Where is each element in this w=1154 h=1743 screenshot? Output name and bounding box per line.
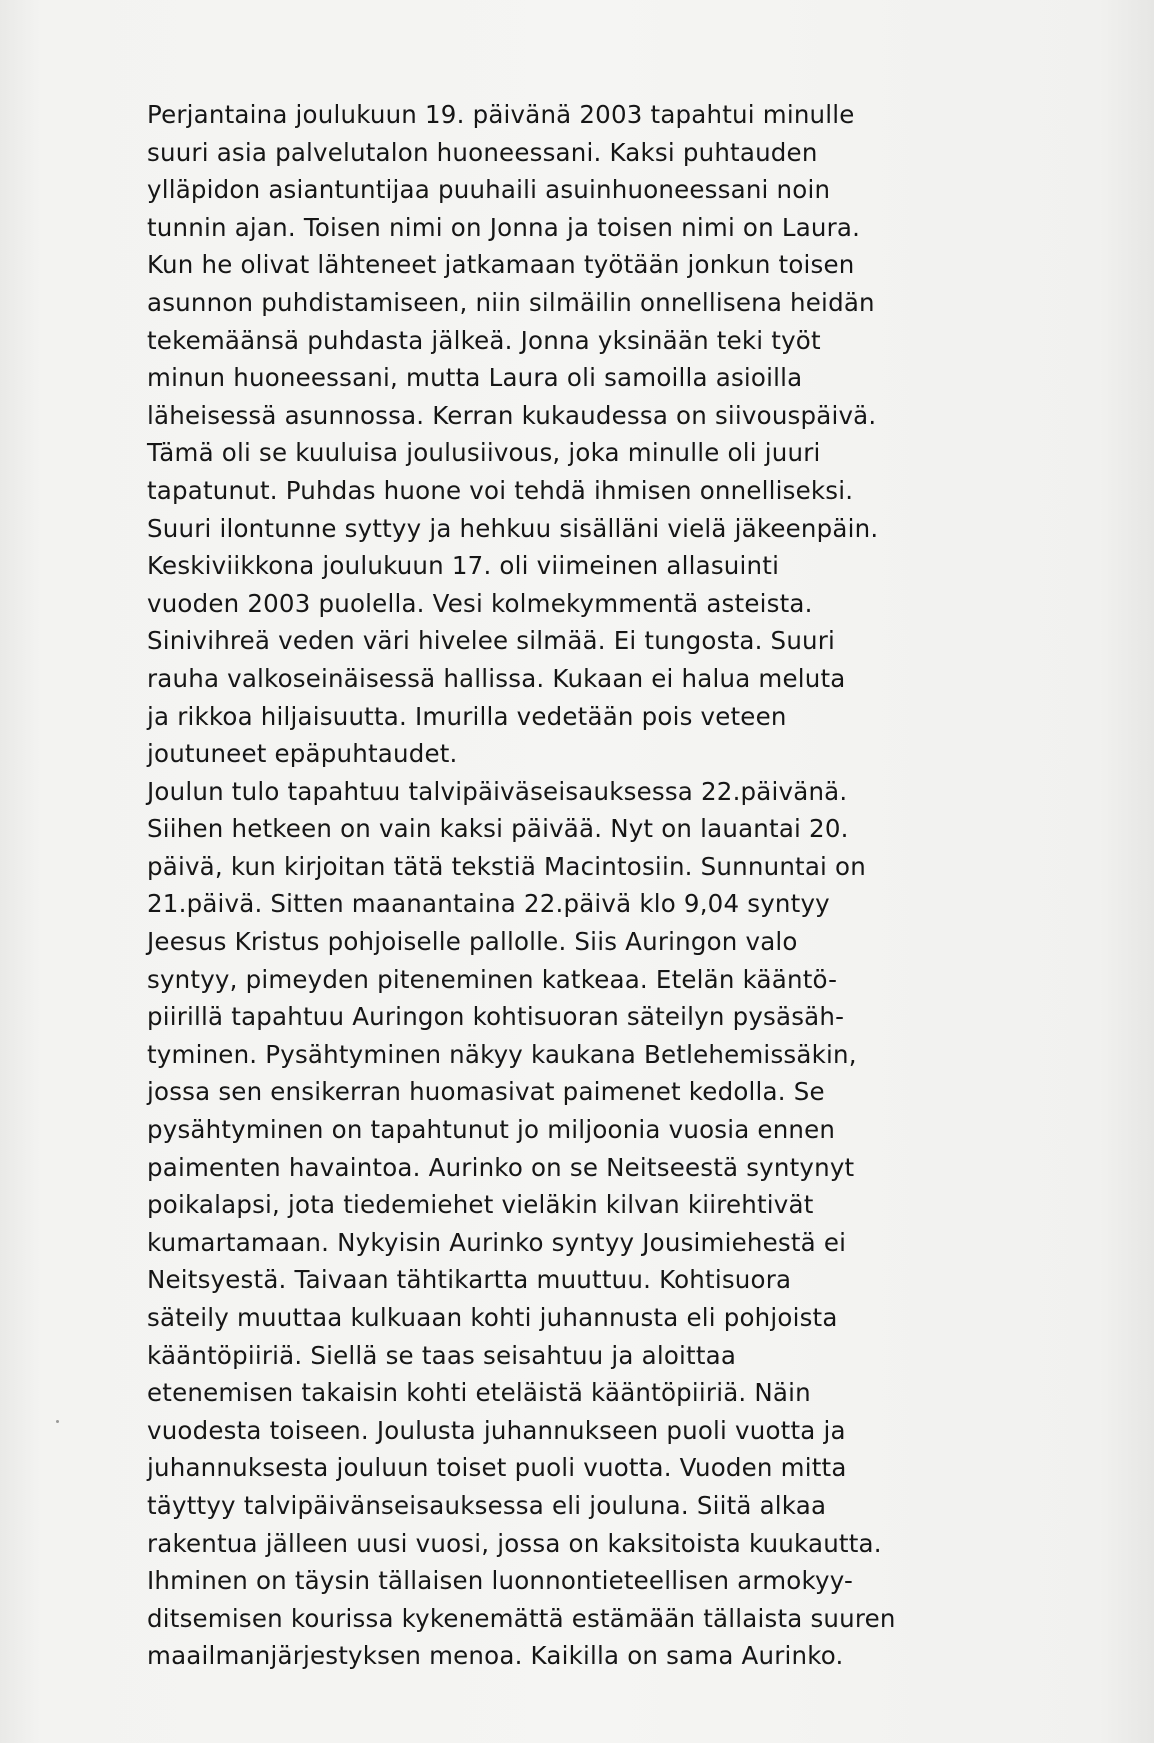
text-line: ylläpidon asiantuntijaa puuhaili asuinhuoneessani noin xyxy=(147,175,831,205)
text-line: maailmanjärjestyksen menoa. Kaikilla on sama Aurinko. xyxy=(147,1641,844,1671)
text-line: läheisessä asunnossa. Kerran kukaudessa on siivouspäivä. xyxy=(147,400,877,430)
text-line: Suuri ilontunne syttyy ja hehkuu sisälläni vielä jäkeenpäin. xyxy=(147,513,879,543)
text-line: päivä, kun kirjoitan tätä tekstiä Macintosiin. Sunnuntai on xyxy=(147,851,866,881)
text-line: jossa sen ensikerran huomasivat paimenet kedolla. Se xyxy=(147,1077,825,1107)
text-line: ditsemisen kourissa kykenemättä estämään tällaista suuren xyxy=(147,1603,896,1633)
text-line: Jeesus Kristus pohjoiselle pallolle. Siis Auringon valo xyxy=(147,927,798,957)
text-line: piirillä tapahtuu Auringon kohtisuoran säteilyn pysäsäh- xyxy=(147,1002,845,1032)
text-line: Perjantaina joulukuun 19. päivänä 2003 tapahtui minulle xyxy=(147,100,855,129)
text-line: poikalapsi, jota tiedemiehet vieläkin kilvan kiirehtivät xyxy=(147,1190,814,1220)
text-line: tekemäänsä puhdasta jälkeä. Jonna yksinään teki työt xyxy=(147,325,821,355)
text-line: säteily muuttaa kulkuaan kohti juhannusta eli pohjoista xyxy=(147,1303,838,1332)
text-line: tunnin ajan. Toisen nimi on Jonna ja toisen nimi on Laura. xyxy=(147,212,861,242)
text-line: joutuneet epäpuhtaudet. xyxy=(147,739,458,769)
text-line: pysähtyminen on tapahtunut jo miljoonia vuosia ennen xyxy=(147,1115,836,1145)
text-line: kumartamaan. Nykyisin Aurinko syntyy Jousimiehestä ei xyxy=(147,1227,847,1257)
text-line: 21.päivä. Sitten maanantaina 22.päivä klo 9,04 syntyy xyxy=(147,889,830,919)
text-line: Neitsyestä. Taivaan tähtikartta muuttuu. Kohtisuora xyxy=(147,1265,792,1295)
text-line: tyminen. Pysähtyminen näkyy kaukana Betlehemissäkin, xyxy=(147,1039,857,1069)
text-line: asunnon puhdistamiseen, niin silmäilin onnellisena heidän xyxy=(147,287,875,317)
text-line: vuoden 2003 puolella. Vesi kolmekymmentä asteista. xyxy=(147,588,813,618)
text-line: rakentua jälleen uusi vuosi, jossa on kaksitoista kuukautta. xyxy=(147,1528,882,1558)
text-line: Joulun tulo tapahtuu talvipäiväseisauksessa 22.päivänä. xyxy=(147,776,848,806)
text-line: suuri asia palvelutalon huoneessani. Kaksi puhtauden xyxy=(147,137,818,167)
text-line: ja rikkoa hiljaisuutta. Imurilla vedetään pois veteen xyxy=(147,701,787,731)
text-line: Kun he olivat lähteneet jatkamaan työtään jonkun toisen xyxy=(147,250,855,280)
text-line: minun huoneessani, mutta Laura oli samoilla asioilla xyxy=(147,363,803,393)
text-line: kääntöpiiriä. Siellä se taas seisahtuu ja aloittaa xyxy=(147,1340,737,1370)
text-line: vuodesta toiseen. Joulusta juhannukseen puoli vuotta ja xyxy=(147,1415,846,1445)
text-line: syntyy, pimeyden piteneminen katkeaa. Etelän kääntö- xyxy=(147,964,838,994)
text-line: paimenten havaintoa. Aurinko on se Neitseestä syntynyt xyxy=(147,1152,855,1182)
text-line: täyttyy talvipäivänseisauksessa eli jouluna. Siitä alkaa xyxy=(147,1490,827,1520)
text-line: etenemisen takaisin kohti eteläistä kääntöpiiriä. Näin xyxy=(147,1378,811,1408)
scan-speck xyxy=(56,1420,59,1423)
text-line: Tämä oli se kuuluisa joulusiivous, joka minulle oli juuri xyxy=(147,438,821,468)
text-line: rauha valkoseinäisessä hallissa. Kukaan ei halua meluta xyxy=(147,663,846,693)
body-text xyxy=(147,96,1007,1675)
text-line: Ihminen on täysin tällaisen luonnontieteellisen armokyy- xyxy=(147,1566,854,1596)
text-line: Keskiviikkona joulukuun 17. oli viimeinen allasuinti xyxy=(147,551,780,581)
text-line: Sinivihreä veden väri hivelee silmää. Ei tungosta. Suuri xyxy=(147,626,836,656)
text-line: Siihen hetkeen on vain kaksi päivää. Nyt on lauantai 20. xyxy=(147,814,849,844)
text-line: tapatunut. Puhdas huone voi tehdä ihmisen onnelliseksi. xyxy=(147,475,854,505)
text-line: juhannuksesta jouluun toiset puoli vuotta. Vuoden mitta xyxy=(147,1453,847,1483)
